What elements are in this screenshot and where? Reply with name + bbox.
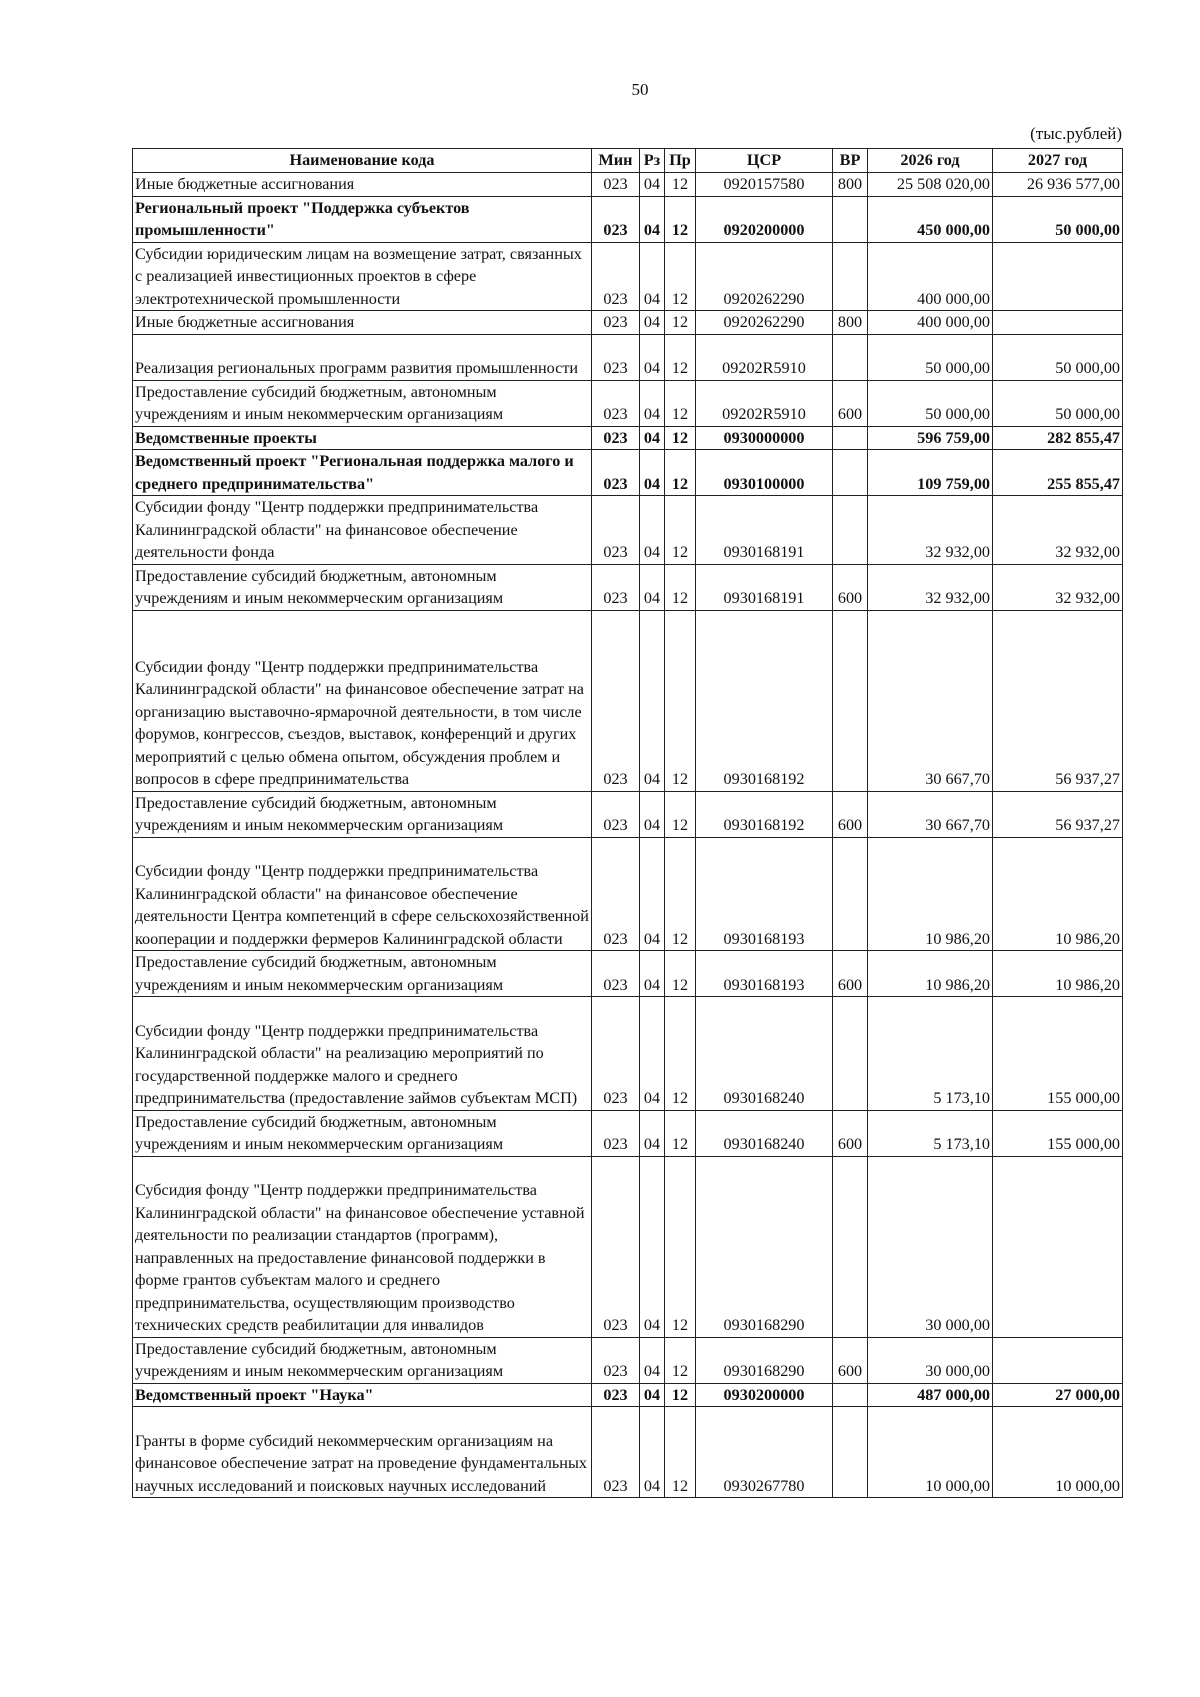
cell-name: Ведомственный проект "Региональная поддержка малого и среднего предпринимательства": [133, 450, 592, 496]
cell-vr: [833, 997, 868, 1111]
cell-name: Субсидия фонду "Центр поддержки предпринимательства Калининградской области" на финансовое обеспечение уставной деятельности по реализации стандартов (программ), направленных на предоставление финансовой поддержки в форме грантов субъектам малого и среднего предпринимательства, осуществляющим производство технических средств реабилитации для инвалидов: [133, 1156, 592, 1337]
cell-name: Субсидии фонду "Центр поддержки предпринимательства Калининградской области" на реализацию мероприятий по государственной поддержке малого и среднего предпринимательства (предоставление займов субъектам МСП): [133, 997, 592, 1111]
cell-pr: 12: [665, 242, 696, 311]
table-row: [133, 997, 1123, 1111]
cell-y2026: 5 173,10: [868, 997, 993, 1111]
cell-vr: [833, 1383, 868, 1407]
cell-csr: 0930168240: [696, 997, 833, 1111]
table-row: [133, 610, 1123, 791]
cell-rz: 04: [640, 1337, 665, 1383]
cell-rz: 04: [640, 837, 665, 951]
cell-rz: 04: [640, 450, 665, 496]
table-row: [133, 242, 1123, 311]
cell-vr: 600: [833, 1110, 868, 1156]
cell-rz: 04: [640, 1156, 665, 1337]
cell-y2026: 5 173,10: [868, 1110, 993, 1156]
cell-rz: 04: [640, 173, 665, 197]
cell-csr: 0920262290: [696, 311, 833, 335]
cell-y2026: 30 000,00: [868, 1337, 993, 1383]
cell-y2027: 56 937,27: [993, 610, 1123, 791]
cell-y2026: 30 667,70: [868, 610, 993, 791]
cell-min: 023: [592, 791, 640, 837]
cell-csr: 0930200000: [696, 1383, 833, 1407]
cell-y2027: 32 932,00: [993, 496, 1123, 565]
cell-vr: [833, 1407, 868, 1498]
cell-name: Предоставление субсидий бюджетным, автономным учреждениям и иным некоммерческим организациям: [133, 564, 592, 610]
cell-pr: 12: [665, 1156, 696, 1337]
cell-y2027: [993, 311, 1123, 335]
cell-pr: 12: [665, 1407, 696, 1498]
cell-name: Ведомственный проект "Наука": [133, 1383, 592, 1407]
cell-name: Предоставление субсидий бюджетным, автономным учреждениям и иным некоммерческим организациям: [133, 1110, 592, 1156]
cell-y2026: 50 000,00: [868, 334, 993, 380]
cell-min: 023: [592, 380, 640, 426]
cell-csr: 0930168290: [696, 1156, 833, 1337]
header-rz: Рз: [640, 149, 665, 173]
cell-min: 023: [592, 496, 640, 565]
cell-vr: 600: [833, 951, 868, 997]
table-row: [133, 173, 1123, 197]
cell-vr: [833, 1156, 868, 1337]
cell-name: Субсидии фонду "Центр поддержки предпринимательства Калининградской области" на финансовое обеспечение деятельности фонда: [133, 496, 592, 565]
cell-y2027: [993, 1156, 1123, 1337]
cell-y2026: 50 000,00: [868, 380, 993, 426]
cell-vr: [833, 242, 868, 311]
cell-rz: 04: [640, 242, 665, 311]
cell-y2026: 10 000,00: [868, 1407, 993, 1498]
cell-name: Региональный проект "Поддержка субъектов промышленности": [133, 196, 592, 242]
cell-y2026: 10 986,20: [868, 837, 993, 951]
cell-min: 023: [592, 334, 640, 380]
table-row: [133, 450, 1123, 496]
cell-csr: 09202R5910: [696, 380, 833, 426]
cell-rz: 04: [640, 951, 665, 997]
header-csr: ЦСР: [696, 149, 833, 173]
header-2027: 2027 год: [993, 149, 1123, 173]
cell-name: Гранты в форме субсидий некоммерческим организациям на финансовое обеспечение затрат на проведение фундаментальных научных исследований и поисковых научных исследований: [133, 1407, 592, 1498]
cell-y2027: 50 000,00: [993, 334, 1123, 380]
cell-y2026: 400 000,00: [868, 242, 993, 311]
cell-name: Субсидии юридическим лицам на возмещение затрат, связанных с реализацией инвестиционных проектов в сфере электротехнической промышленности: [133, 242, 592, 311]
table-row: [133, 426, 1123, 450]
cell-y2027: 155 000,00: [993, 997, 1123, 1111]
cell-pr: 12: [665, 951, 696, 997]
cell-name: Предоставление субсидий бюджетным, автономным учреждениям и иным некоммерческим организациям: [133, 380, 592, 426]
table-row: [133, 311, 1123, 335]
cell-csr: 0930168193: [696, 951, 833, 997]
cell-min: 023: [592, 1156, 640, 1337]
table-row: [133, 837, 1123, 951]
cell-pr: 12: [665, 1337, 696, 1383]
cell-rz: 04: [640, 1383, 665, 1407]
cell-y2026: 32 932,00: [868, 496, 993, 565]
cell-csr: 0930100000: [696, 450, 833, 496]
header-pr: Пр: [665, 149, 696, 173]
cell-rz: 04: [640, 196, 665, 242]
cell-csr: 0930267780: [696, 1407, 833, 1498]
table-row: [133, 1407, 1123, 1498]
cell-y2027: [993, 242, 1123, 311]
cell-vr: [833, 496, 868, 565]
table-row: [133, 334, 1123, 380]
cell-vr: [833, 334, 868, 380]
cell-y2027: 50 000,00: [993, 380, 1123, 426]
cell-rz: 04: [640, 380, 665, 426]
cell-min: 023: [592, 564, 640, 610]
cell-name: Ведомственные проекты: [133, 426, 592, 450]
units-label: (тыс.рублей): [1030, 124, 1122, 143]
header-name: Наименование кода: [133, 149, 592, 173]
cell-name: Иные бюджетные ассигнования: [133, 311, 592, 335]
cell-rz: 04: [640, 997, 665, 1111]
cell-vr: [833, 426, 868, 450]
cell-csr: 0930168192: [696, 791, 833, 837]
cell-y2027: 32 932,00: [993, 564, 1123, 610]
cell-name: Субсидии фонду "Центр поддержки предпринимательства Калининградской области" на финансовое обеспечение деятельности Центра компетенций в сфере сельскохозяйственной кооперации и поддержки фермеров Калининградской области: [133, 837, 592, 951]
table-row: [133, 564, 1123, 610]
table-row: [133, 1337, 1123, 1383]
cell-rz: 04: [640, 791, 665, 837]
header-2026: 2026 год: [868, 149, 993, 173]
cell-pr: 12: [665, 997, 696, 1111]
cell-vr: [833, 837, 868, 951]
cell-y2026: 450 000,00: [868, 196, 993, 242]
cell-csr: 0930000000: [696, 426, 833, 450]
table-row: [133, 951, 1123, 997]
cell-rz: 04: [640, 311, 665, 335]
cell-pr: 12: [665, 380, 696, 426]
cell-y2027: [993, 1337, 1123, 1383]
header-min: Мин: [592, 149, 640, 173]
cell-vr: 600: [833, 1337, 868, 1383]
cell-min: 023: [592, 311, 640, 335]
cell-name: Предоставление субсидий бюджетным, автономным учреждениям и иным некоммерческим организациям: [133, 1337, 592, 1383]
cell-y2027: 10 000,00: [993, 1407, 1123, 1498]
cell-vr: 800: [833, 311, 868, 335]
cell-vr: [833, 196, 868, 242]
cell-pr: 12: [665, 196, 696, 242]
cell-pr: 12: [665, 173, 696, 197]
cell-y2026: 25 508 020,00: [868, 173, 993, 197]
cell-rz: 04: [640, 496, 665, 565]
cell-min: 023: [592, 951, 640, 997]
cell-y2027: 10 986,20: [993, 951, 1123, 997]
cell-name: Иные бюджетные ассигнования: [133, 173, 592, 197]
cell-pr: 12: [665, 334, 696, 380]
cell-min: 023: [592, 1110, 640, 1156]
cell-csr: 0930168193: [696, 837, 833, 951]
table-row: [133, 496, 1123, 565]
table-row: [133, 791, 1123, 837]
cell-csr: 0930168240: [696, 1110, 833, 1156]
cell-vr: [833, 610, 868, 791]
cell-y2027: 50 000,00: [993, 196, 1123, 242]
cell-y2027: 282 855,47: [993, 426, 1123, 450]
cell-rz: 04: [640, 1110, 665, 1156]
cell-min: 023: [592, 242, 640, 311]
cell-rz: 04: [640, 1407, 665, 1498]
cell-csr: 0930168191: [696, 564, 833, 610]
budget-table: [132, 148, 1123, 1498]
cell-y2026: 400 000,00: [868, 311, 993, 335]
table-row: [133, 1156, 1123, 1337]
cell-min: 023: [592, 173, 640, 197]
cell-pr: 12: [665, 837, 696, 951]
cell-pr: 12: [665, 791, 696, 837]
cell-min: 023: [592, 450, 640, 496]
cell-y2026: 109 759,00: [868, 450, 993, 496]
cell-vr: 600: [833, 564, 868, 610]
cell-name: Предоставление субсидий бюджетным, автономным учреждениям и иным некоммерческим организациям: [133, 791, 592, 837]
cell-y2026: 30 000,00: [868, 1156, 993, 1337]
cell-min: 023: [592, 1337, 640, 1383]
table-row: [133, 1383, 1123, 1407]
cell-rz: 04: [640, 610, 665, 791]
cell-vr: 600: [833, 791, 868, 837]
cell-csr: 0930168192: [696, 610, 833, 791]
cell-pr: 12: [665, 426, 696, 450]
cell-y2027: 255 855,47: [993, 450, 1123, 496]
cell-min: 023: [592, 610, 640, 791]
cell-y2026: 596 759,00: [868, 426, 993, 450]
cell-pr: 12: [665, 1110, 696, 1156]
cell-y2027: 56 937,27: [993, 791, 1123, 837]
cell-vr: [833, 450, 868, 496]
cell-name: Реализация региональных программ развития промышленности: [133, 334, 592, 380]
cell-min: 023: [592, 997, 640, 1111]
cell-min: 023: [592, 426, 640, 450]
cell-y2027: 10 986,20: [993, 837, 1123, 951]
cell-y2026: 30 667,70: [868, 791, 993, 837]
table-row: [133, 380, 1123, 426]
cell-csr: 0920200000: [696, 196, 833, 242]
cell-pr: 12: [665, 311, 696, 335]
cell-name: Предоставление субсидий бюджетным, автономным учреждениям и иным некоммерческим организациям: [133, 951, 592, 997]
cell-csr: 0930168191: [696, 496, 833, 565]
cell-pr: 12: [665, 450, 696, 496]
cell-pr: 12: [665, 1383, 696, 1407]
cell-min: 023: [592, 1383, 640, 1407]
page-number: 50: [631, 80, 649, 99]
cell-rz: 04: [640, 426, 665, 450]
cell-min: 023: [592, 1407, 640, 1498]
cell-y2026: 10 986,20: [868, 951, 993, 997]
cell-csr: 0920262290: [696, 242, 833, 311]
cell-y2027: 26 936 577,00: [993, 173, 1123, 197]
cell-csr: 0920157580: [696, 173, 833, 197]
cell-y2026: 32 932,00: [868, 564, 993, 610]
cell-pr: 12: [665, 610, 696, 791]
cell-csr: 0930168290: [696, 1337, 833, 1383]
table-row: [133, 196, 1123, 242]
cell-y2026: 487 000,00: [868, 1383, 993, 1407]
table-row: [133, 1110, 1123, 1156]
cell-name: Субсидии фонду "Центр поддержки предпринимательства Калининградской области" на финансовое обеспечение затрат на организацию выставочно-ярмарочной деятельности, в том числе форумов, конгрессов, съездов, выставок, конференций и других мероприятий с целью обмена опытом, обсуждения проблем и вопросов в сфере предпринимательства: [133, 610, 592, 791]
header-vr: ВР: [833, 149, 868, 173]
cell-rz: 04: [640, 564, 665, 610]
cell-min: 023: [592, 837, 640, 951]
cell-vr: 800: [833, 173, 868, 197]
header-row: [133, 149, 1123, 173]
cell-rz: 04: [640, 334, 665, 380]
cell-y2027: 155 000,00: [993, 1110, 1123, 1156]
cell-pr: 12: [665, 564, 696, 610]
cell-pr: 12: [665, 496, 696, 565]
cell-csr: 09202R5910: [696, 334, 833, 380]
cell-vr: 600: [833, 380, 868, 426]
cell-y2027: 27 000,00: [993, 1383, 1123, 1407]
cell-min: 023: [592, 196, 640, 242]
